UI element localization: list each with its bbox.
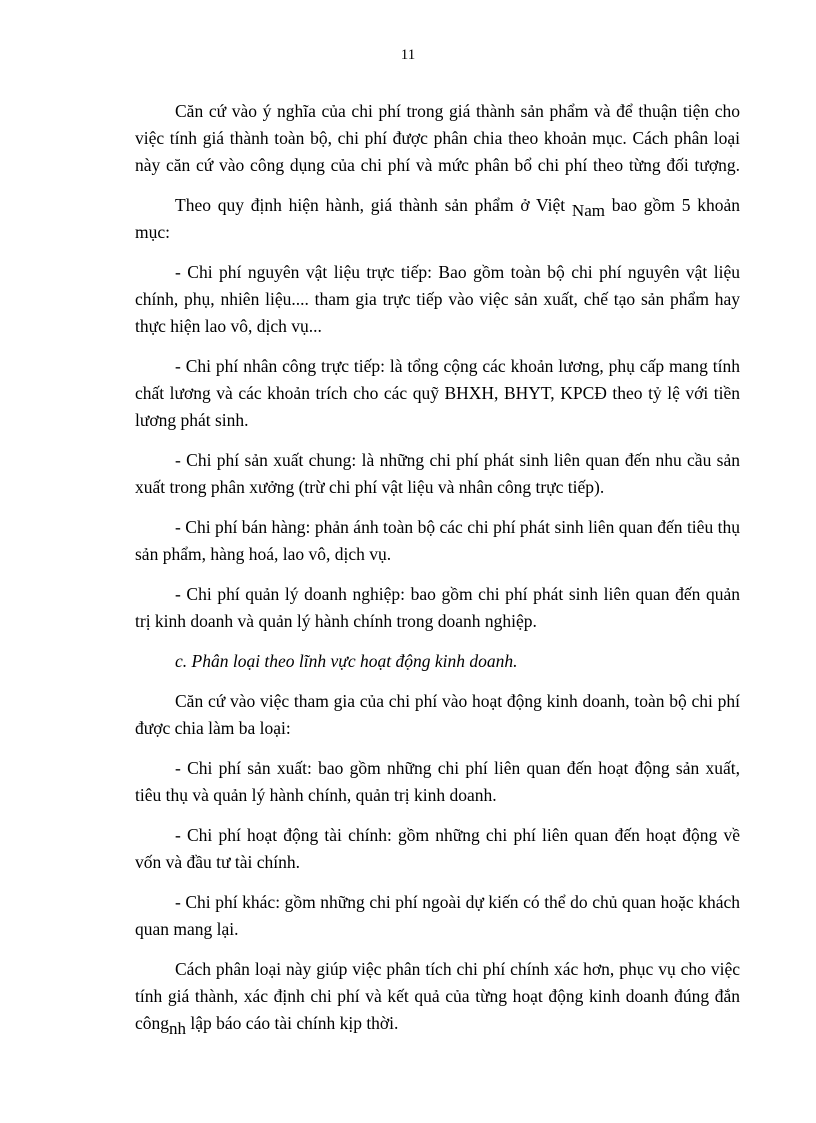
document-body (135, 98, 740, 1050)
paragraph-activity-intro: Căn cứ vào việc tham gia của chi phí vào hoạt động kinh doanh, toàn bộ chi phí được chia làm ba loại: (135, 691, 740, 738)
paragraph-text: lập báo cáo tài chính kịp thời. (186, 1013, 399, 1033)
list-item-admin-expense: - Chi phí quản lý doanh nghiệp: bao gồm chi phí phát sinh liên quan đến quản trị kinh doanh và quản lý hành chính trong doanh nghiệp. (135, 584, 740, 631)
list-item-selling-expense: - Chi phí bán hàng: phản ánh toàn bộ các chi phí phát sinh liên quan đến tiêu thụ sản phẩm, hàng hoá, lao vô, dịch vụ. (135, 517, 740, 564)
list-item-overhead: - Chi phí sản xuất chung: là những chi phí phát sinh liên quan đến nhu cầu sản xuất trong phân xưởng (trừ chi phí vật liệu và nhân công trực tiếp). (135, 450, 740, 497)
paragraph-conclusion (135, 956, 740, 1037)
list-item-direct-labor: - Chi phí nhân công trực tiếp: là tổng cộng các khoản lương, phụ cấp mang tính chất lương và các khoản trích cho các quỹ BHXH, BHYT, KPCĐ theo tỷ lệ với tiền lương phát sinh. (135, 356, 740, 430)
paragraph-cost-by-item-intro: Căn cứ vào ý nghĩa của chi phí trong giá thành sản phẩm và để thuận tiện cho việc tính giá thành toàn bộ, chi phí được phân chia theo khoản mục. Cách phân loại này căn cứ vào công dụng của chi phí và mức phân bổ chi phí theo từng đối tượng. (135, 101, 740, 175)
list-item-production-cost: - Chi phí sản xuất: bao gồm những chi phí liên quan đến hoạt động sản xuất, tiêu thụ và quản lý hành chính, quản trị kinh doanh. (135, 758, 740, 805)
paragraph-subscript-text: Nam (571, 201, 605, 220)
list-item-other-cost: - Chi phí khác: gồm những chi phí ngoài dự kiến có thể do chủ quan hoặc khách quan mang lại. (135, 892, 740, 939)
paragraph-text: Cách phân loại này giúp việc phân tích chi phí chính xác hơn, phục vụ cho việc tính giá thành, xác định chi phí và kết quả của từng hoạt động kinh doanh đúng đắn công (135, 959, 740, 1033)
page-number: 11 (400, 47, 416, 63)
section-heading-c: c. Phân loại theo lĩnh vực hoạt động kinh doanh. (175, 651, 518, 671)
paragraph-current-regulation (135, 192, 740, 246)
list-item-financial-cost: - Chi phí hoạt động tài chính: gồm những chi phí liên quan đến hoạt động về vốn và đầu tư tài chính. (135, 825, 740, 872)
paragraph-subscript-text: nh (169, 1019, 187, 1038)
list-item-direct-materials: - Chi phí nguyên vật liệu trực tiếp: Bao gồm toàn bộ chi phí nguyên vật liệu chính, phụ, nhiên liệu.... tham gia trực tiếp vào việc sản xuất, chế tạo sản phẩm hay thực hiện lao vô, dịch vụ... (135, 262, 740, 336)
paragraph-text: bao gồm 5 khoản mục: (135, 195, 740, 242)
paragraph-text: Theo quy định hiện hành, giá thành sản phẩm ở Việt (175, 195, 572, 215)
